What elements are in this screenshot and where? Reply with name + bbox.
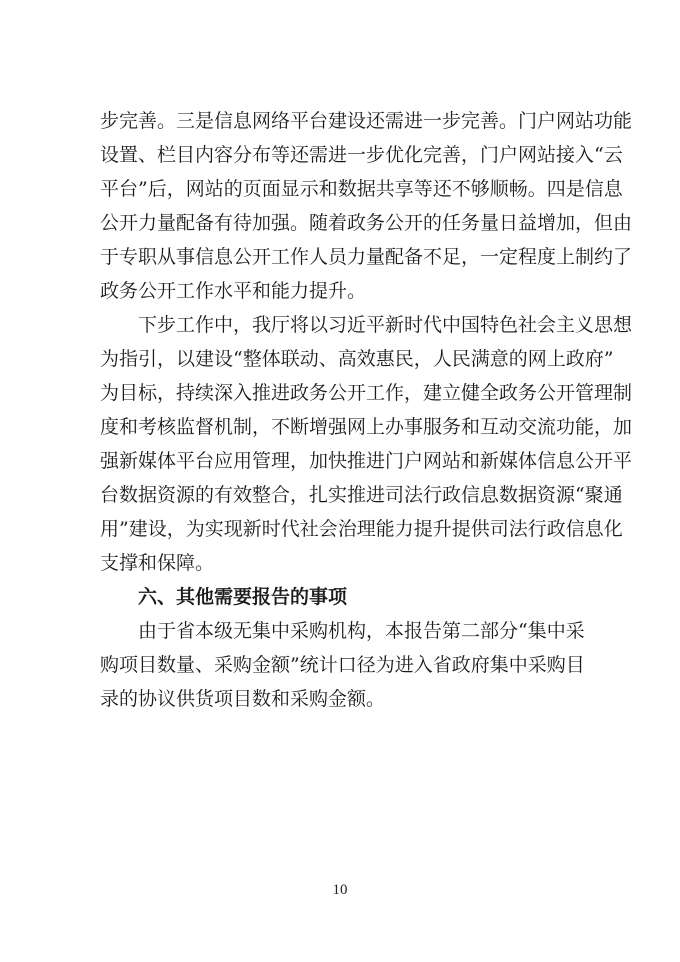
paragraph-2-line: 度和考核监督机制，不断增强网上办事服务和互动交流功能，加 xyxy=(100,416,633,438)
section-6-heading: 六、其他需要报告的事项 xyxy=(138,586,348,608)
paragraph-1-line: 平台”后，网站的页面显示和数据共享等还不够顺畅。四是信息 xyxy=(100,178,623,200)
paragraph-1-line: 政务公开工作水平和能力提升。 xyxy=(100,280,367,302)
paragraph-1-line: 设置、栏目内容分布等还需进一步优化完善，门户网站接入“云 xyxy=(100,144,623,166)
paragraph-2-line: 支撑和保障。 xyxy=(100,552,215,574)
paragraph-1-line: 于专职从事信息公开工作人员力量配备不足，一定程度上制约了 xyxy=(100,246,633,268)
paragraph-1-line: 公开力量配备有待加强。随着政务公开的任务量日益增加，但由 xyxy=(100,212,633,234)
section-6-line: 购项目数量、采购金额”统计口径为进入省政府集中采购目 xyxy=(100,654,585,676)
paragraph-2-line: 为指引，以建设“整体联动、高效惠民，人民满意的网上政府” xyxy=(100,348,614,370)
page-number: 10 xyxy=(332,882,348,898)
paragraph-2-line: 台数据资源的有效整合，扎实推进司法行政信息数据资源“聚通 xyxy=(100,484,623,506)
paragraph-2-line: 强新媒体平台应用管理，加快推进门户网站和新媒体信息公开平 xyxy=(100,450,633,472)
section-6-line: 录的协议供货项目数和采购金额。 xyxy=(100,688,386,710)
paragraph-1-line: 步完善。三是信息网络平台建设还需进一步完善。门户网站功能 xyxy=(100,110,633,132)
paragraph-2-line: 为目标，持续深入推进政务公开工作，建立健全政务公开管理制 xyxy=(100,382,633,404)
section-6-line: 由于省本级无集中采购机构，本报告第二部分“集中采 xyxy=(138,620,585,642)
paragraph-2-line: 下步工作中，我厅将以习近平新时代中国特色社会主义思想 xyxy=(138,314,633,336)
paragraph-1 xyxy=(100,104,633,716)
paragraph-2-line: 用”建设，为实现新时代社会治理能力提升提供司法行政信息化 xyxy=(100,518,623,540)
